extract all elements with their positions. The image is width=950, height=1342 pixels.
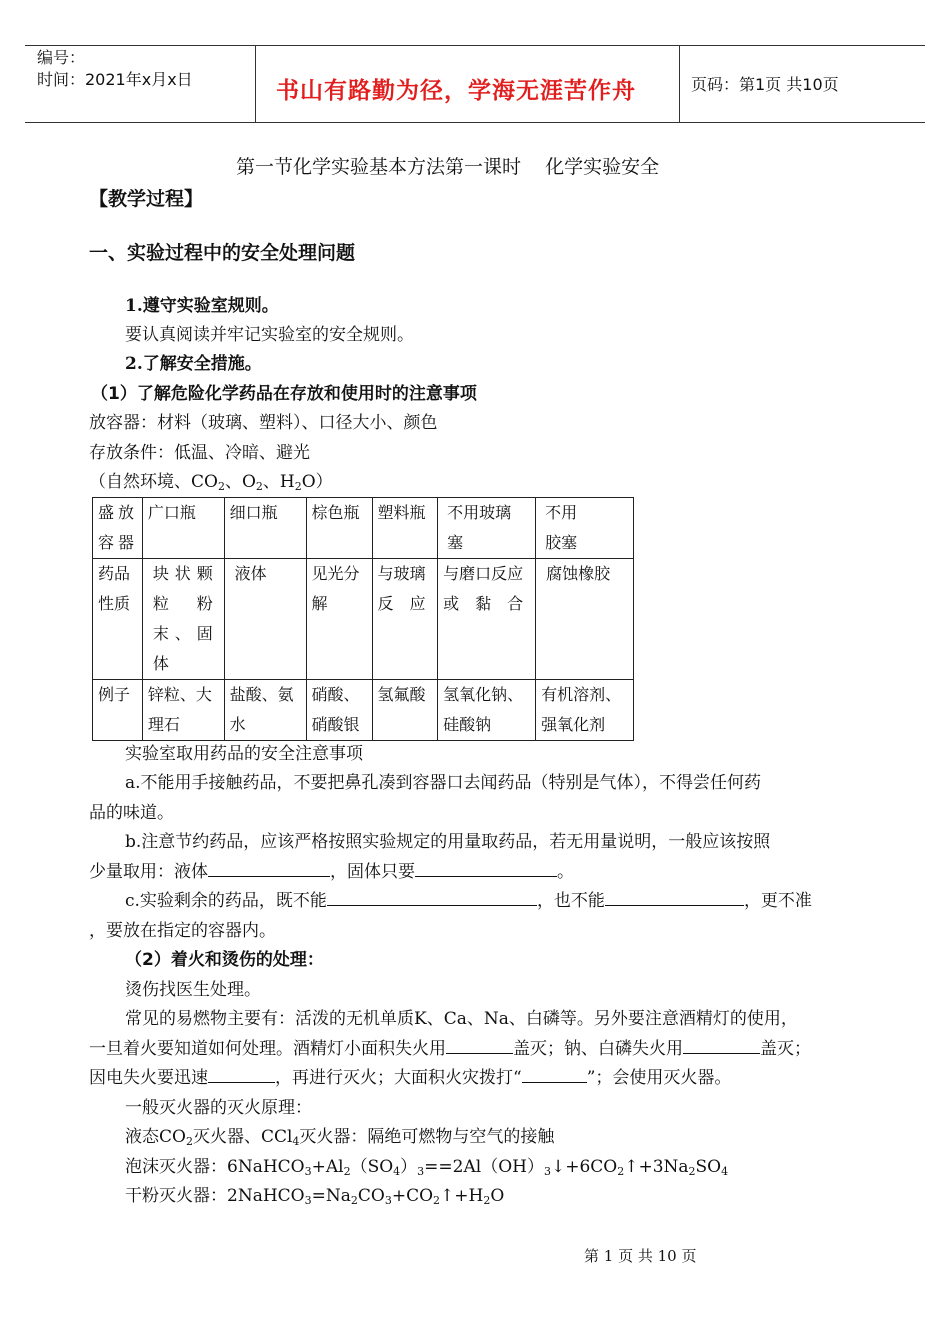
storage-table	[92, 497, 634, 741]
note-b-line1: b.注意节约药品，应该严格按照实验规定的用量取药品，若无用量说明，一般应该按照	[125, 832, 771, 852]
table-cell: 与磨口反应或黏合	[438, 559, 536, 680]
header-page-label: 页码：第1页 共10页	[691, 75, 839, 94]
table-cell: 氢氟酸	[372, 680, 438, 741]
item-1-text: 要认真阅读并牢记实验室的安全规则。	[125, 325, 414, 345]
table-row	[93, 498, 634, 559]
fire-line3: 因电失火要迅速 ，再进行灭火；大面积火灾拨打“ ”；会使用灭火器。	[89, 1064, 731, 1094]
fire-line2: 一旦着火要知道如何处理。酒精灯小面积失火用 盖灭；钠、白磷失火用 盖灭；	[89, 1035, 811, 1065]
fire-line1: 常见的易燃物主要有：活泼的无机单质K、Ca、Na、白磷等。另外要注意酒精灯的使用，	[125, 1009, 798, 1029]
table-cell: 锌粒、大理石	[142, 680, 224, 741]
answer-blank[interactable]	[683, 1036, 760, 1054]
answer-blank[interactable]	[605, 888, 744, 906]
table-cell: 液体	[224, 559, 306, 680]
page-footer: 第 1 页 共 10 页	[584, 1247, 697, 1265]
answer-blank[interactable]	[446, 1036, 513, 1054]
item-1-heading: 1.遵守实验室规则。	[125, 296, 279, 316]
extinguisher-co2: 液态$CO_2$灭火器、CCl$_4$灭火器：隔绝可燃物与空气的接触	[125, 1127, 555, 1148]
subheading-1: （1）了解危险化学药品在存放和使用时的注意事项	[91, 384, 477, 404]
table-cell: 广口瓶	[142, 498, 224, 559]
table-cell: 例子	[93, 680, 143, 741]
note-c-line1: c.实验剩余的药品，既不能 ，也不能 ，更不准	[125, 887, 812, 917]
table-cell: 塑料瓶	[372, 498, 438, 559]
table-cell: 块状颗粒粉末、固体	[142, 559, 224, 680]
table-cell: 不用胶塞	[536, 498, 634, 559]
note-c-line2: ，要放在指定的容器内。	[89, 921, 276, 941]
note-b-line2: 少量取用：液体 ，固体只要 。	[89, 858, 574, 888]
heading-1: 一、实验过程中的安全处理问题	[89, 242, 356, 264]
environment-line: （自然环境、$CO_2$、$O_2$、$H_2O$）	[89, 472, 333, 493]
extinguisher-title: 一般灭火器的灭火原理：	[125, 1098, 312, 1118]
note-a-line1: a.不能用手接触药品，不要把鼻孔凑到容器口去闻药品（特别是气体），不得尝任何药	[125, 773, 762, 793]
subheading-2: （2）着火和烫伤的处理：	[125, 950, 324, 970]
table-cell: 棕色瓶	[306, 498, 372, 559]
section-tag: 【教学过程】	[89, 188, 204, 210]
item-2-heading: 2.了解安全措施。	[125, 354, 262, 374]
table-cell: 有机溶剂、强氧化剂	[536, 680, 634, 741]
table-cell: 药品性质	[93, 559, 143, 680]
table-row	[93, 680, 634, 741]
answer-blank[interactable]	[208, 859, 330, 877]
table-cell: 细口瓶	[224, 498, 306, 559]
header-divider-left	[255, 45, 256, 122]
note-a-line2: 品的味道。	[89, 803, 174, 823]
answer-blank[interactable]	[522, 1065, 587, 1083]
header-bottom-rule	[25, 122, 925, 123]
table-cell: 盐酸、氨水	[224, 680, 306, 741]
page-title: 第一节化学实验基本方法第一课时 化学实验安全	[236, 156, 660, 178]
storage-line: 存放条件：低温、冷暗、避光	[89, 443, 310, 463]
header-motto: 书山有路勤为径，学海无涯苦作舟	[276, 78, 636, 104]
extinguisher-foam: 泡沫灭火器：$6NaHCO_3+Al_2(SO_4)_3==2Al(OH)_3↓+6CO_2↑+3Na_2SO_4$	[125, 1157, 729, 1178]
table-cell: 腐蚀橡胶	[536, 559, 634, 680]
table-cell: 硝酸、硝酸银	[306, 680, 372, 741]
table-row	[93, 559, 634, 680]
header-divider-right	[679, 45, 680, 122]
container-line: 放容器：材料（玻璃、塑料）、口径大小、颜色	[89, 413, 438, 433]
header-top-rule	[25, 45, 925, 46]
answer-blank[interactable]	[415, 859, 557, 877]
table-cell: 见光分解	[306, 559, 372, 680]
header-number-label: 编号：	[37, 48, 86, 67]
answer-blank[interactable]	[327, 888, 537, 906]
table-cell: 氢氧化钠、硅酸钠	[438, 680, 536, 741]
table-cell: 盛放容器	[93, 498, 143, 559]
extinguisher-powder: 干粉灭火器：$2NaHCO_3=Na_2CO_3+CO_2↑+H_2O$	[125, 1186, 505, 1207]
answer-blank[interactable]	[208, 1065, 275, 1083]
safety-title: 实验室取用药品的安全注意事项	[125, 744, 363, 764]
table-cell: 与玻璃反应	[372, 559, 438, 680]
table-cell: 不用玻璃塞	[438, 498, 536, 559]
burn-line: 烫伤找医生处理。	[125, 980, 261, 1000]
header-time-label: 时间：2021年x月x日	[37, 70, 193, 89]
